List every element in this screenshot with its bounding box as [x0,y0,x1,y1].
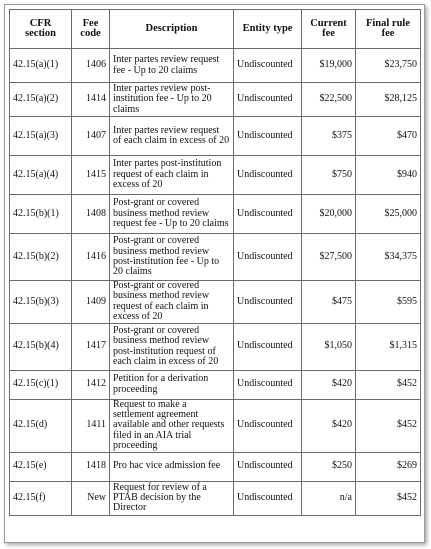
current-fee-cell: $250 [302,452,356,481]
fee-code-cell: 1406 [72,49,110,83]
cfr-section-cell: 42.15(d) [10,399,72,452]
cfr-section-cell: 42.15(b)(2) [10,234,72,281]
final-rule-fee-cell: $269 [356,452,421,481]
entity-type-cell: Undiscounted [234,281,302,324]
entity-type-cell: Undiscounted [234,323,302,370]
fee-code-cell: 1417 [72,323,110,370]
fee-code-cell: 1407 [72,117,110,156]
header-cfr-section: CFR section [10,10,72,49]
entity-type-cell: Undiscounted [234,234,302,281]
current-fee-cell: n/a [302,481,356,515]
description-cell: Post-grant or covered business method review post-institution fee - Up to 20 claims [110,234,234,281]
cfr-section-cell: 42.15(b)(3) [10,281,72,324]
cfr-section-cell: 42.15(e) [10,452,72,481]
description-cell: Pro hac vice admission fee [110,452,234,481]
final-rule-fee-cell: $470 [356,117,421,156]
current-fee-cell: $475 [302,281,356,324]
description-cell: Post-grant or covered business method review post-institution request of each claim in excess of 20 [110,323,234,370]
fee-code-cell: 1411 [72,399,110,452]
current-fee-cell: $22,500 [302,83,356,117]
table-row [10,399,421,452]
fee-code-cell: 1415 [72,156,110,195]
current-fee-cell: $19,000 [302,49,356,83]
fee-code-cell: 1414 [72,83,110,117]
table-row [10,323,421,370]
entity-type-cell: Undiscounted [234,481,302,515]
cfr-section-cell: 42.15(c)(1) [10,370,72,399]
cfr-section-cell: 42.15(b)(1) [10,195,72,234]
table-row [10,83,421,117]
table-row [10,452,421,481]
header-final-rule-fee: Final rule fee [356,10,421,49]
table-row [10,156,421,195]
description-cell: Petition for a derivation proceeding [110,370,234,399]
entity-type-cell: Undiscounted [234,156,302,195]
fee-code-cell: 1408 [72,195,110,234]
table-row [10,370,421,399]
entity-type-cell: Undiscounted [234,83,302,117]
current-fee-cell: $27,500 [302,234,356,281]
final-rule-fee-cell: $452 [356,481,421,515]
current-fee-cell: $375 [302,117,356,156]
description-cell: Request for review of a PTAB decision by the Director [110,481,234,515]
current-fee-cell: $1,050 [302,323,356,370]
final-rule-fee-cell: $23,750 [356,49,421,83]
cfr-section-cell: 42.15(b)(4) [10,323,72,370]
header-fee-code: Fee code [72,10,110,49]
description-cell: Inter partes review post-institution fee - Up to 20 claims [110,83,234,117]
header-entity-type: Entity type [234,10,302,49]
header-description: Description [110,10,234,49]
final-rule-fee-cell: $452 [356,370,421,399]
final-rule-fee-cell: $1,315 [356,323,421,370]
description-cell: Inter partes review request fee - Up to 20 claims [110,49,234,83]
current-fee-cell: $750 [302,156,356,195]
current-fee-cell: $20,000 [302,195,356,234]
description-cell: Inter partes post-institution request of each claim in excess of 20 [110,156,234,195]
table-row [10,49,421,83]
current-fee-cell: $420 [302,399,356,452]
table-row [10,281,421,324]
current-fee-cell: $420 [302,370,356,399]
table-row [10,481,421,515]
final-rule-fee-cell: $595 [356,281,421,324]
table-header-row [10,10,421,49]
entity-type-cell: Undiscounted [234,370,302,399]
final-rule-fee-cell: $28,125 [356,83,421,117]
final-rule-fee-cell: $940 [356,156,421,195]
fee-code-cell: New [72,481,110,515]
cfr-section-cell: 42.15(f) [10,481,72,515]
final-rule-fee-cell: $452 [356,399,421,452]
header-current-fee: Current fee [302,10,356,49]
table-row [10,117,421,156]
description-cell: Post-grant or covered business method review request of each claim in excess of 20 [110,281,234,324]
fee-code-cell: 1416 [72,234,110,281]
document-frame [4,4,425,543]
fee-code-cell: 1409 [72,281,110,324]
fee-table [9,9,421,516]
table-row [10,195,421,234]
entity-type-cell: Undiscounted [234,399,302,452]
description-cell: Request to make a settlement agreement available and other requests filed in an AIA trial proceeding [110,399,234,452]
fee-code-cell: 1412 [72,370,110,399]
entity-type-cell: Undiscounted [234,49,302,83]
table-body [10,49,421,516]
table-row [10,234,421,281]
entity-type-cell: Undiscounted [234,195,302,234]
entity-type-cell: Undiscounted [234,452,302,481]
entity-type-cell: Undiscounted [234,117,302,156]
cfr-section-cell: 42.15(a)(3) [10,117,72,156]
cfr-section-cell: 42.15(a)(2) [10,83,72,117]
final-rule-fee-cell: $25,000 [356,195,421,234]
final-rule-fee-cell: $34,375 [356,234,421,281]
cfr-section-cell: 42.15(a)(1) [10,49,72,83]
cfr-section-cell: 42.15(a)(4) [10,156,72,195]
description-cell: Post-grant or covered business method review request fee - Up to 20 claims [110,195,234,234]
fee-code-cell: 1418 [72,452,110,481]
description-cell: Inter partes review request of each claim in excess of 20 [110,117,234,156]
